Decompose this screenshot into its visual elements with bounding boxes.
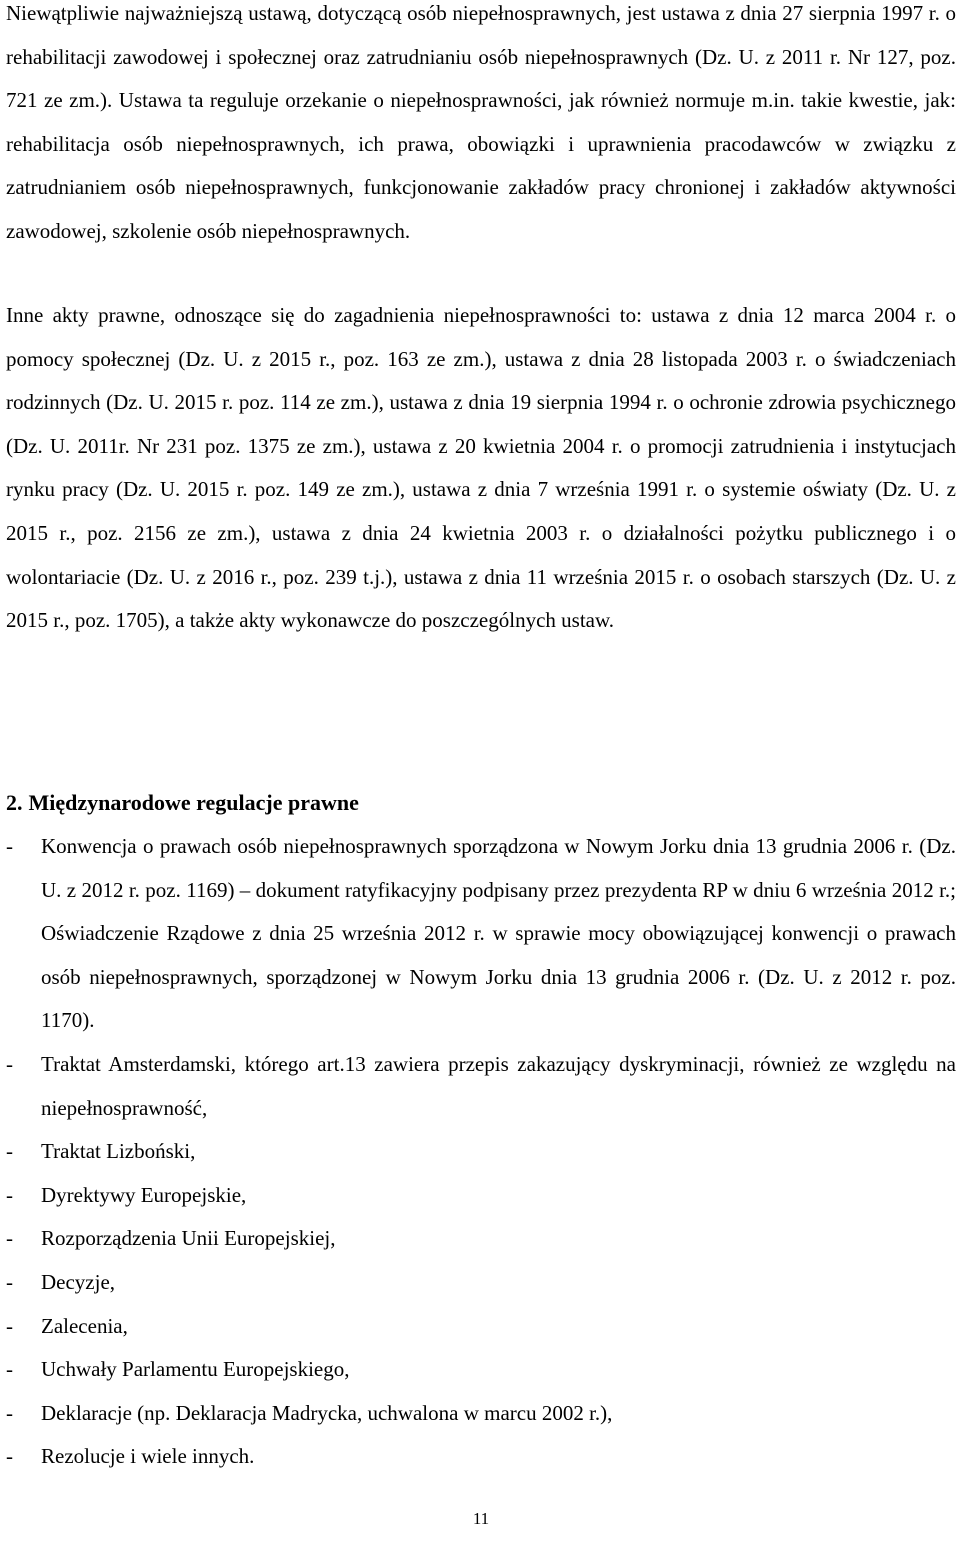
section-heading: [6, 781, 359, 825]
list-item: [6, 825, 956, 1043]
list-item-text: Deklaracje (np. Deklaracja Madrycka, uchwalona w marcu 2002 r.),: [41, 1400, 613, 1425]
list-item-text: Traktat Amsterdamski, którego art.13 zawiera przepis zakazujący dyskryminacji, również ze względu na niepełnosprawność,: [41, 1051, 956, 1120]
list-item-text: Decyzje,: [41, 1269, 116, 1294]
list-item-text: Dyrektywy Europejskie,: [41, 1182, 247, 1207]
list-item-text: Traktat Lizboński,: [41, 1139, 196, 1164]
list-marker: -: [6, 834, 13, 858]
international-regulations-list: [6, 825, 956, 1479]
document-page: [6, 0, 956, 1545]
list-item: [6, 1305, 956, 1349]
list-item: [6, 1435, 956, 1479]
list-marker: -: [6, 1182, 13, 1207]
list-item: [6, 1392, 956, 1436]
page-number: 11: [472, 1509, 490, 1528]
section-number: 2.: [6, 790, 23, 815]
list-item: [6, 1261, 956, 1305]
list-marker: -: [6, 1226, 13, 1251]
list-item: [6, 1217, 956, 1261]
list-item-text: Konwencja o prawach osób niepełnosprawnych sporządzona w Nowym Jorku dnia 13 grudnia 2006 r. (Dz. U. z 2012 r. poz. 1169) – dokument ratyfikacyjny podpisany przez prezydenta RP w dniu 6 września 2012 r.; Oświadczenie Rządowe z dnia 25 września 2012 r. w sprawie mocy obowiązującej konwencji o prawach osób niepełnosprawnych, sporządzonej w Nowym Jorku dnia 13 grudnia 2006 r. (Dz. U. z 2012 r. poz. 1170).: [41, 834, 956, 1033]
list-item: [6, 1348, 956, 1392]
list-item: [6, 1043, 956, 1130]
section-title: Międzynarodowe regulacje prawne: [28, 790, 359, 815]
list-marker: -: [6, 1357, 13, 1382]
list-item-text: Rezolucje i wiele innych.: [41, 1444, 255, 1469]
list-item-text: Rozporządzenia Unii Europejskiej,: [41, 1226, 336, 1251]
list-marker: -: [6, 1269, 13, 1294]
list-marker: -: [6, 1444, 13, 1469]
list-marker: -: [6, 1313, 13, 1338]
list-item: [6, 1130, 956, 1174]
list-marker: -: [6, 1139, 13, 1164]
paragraph-other-laws: Inne akty prawne, odnoszące się do zagadnienia niepełnosprawności to: ustawa z dnia 12 marca 2004 r. o pomocy społecznej (Dz. U. z 2015 r., poz. 163 ze zm.), ustawa z dnia 28 listopada 2003 r. o świadczeniach rodzinnych (Dz. U. 2015 r. poz. 114 ze zm.), ustawa z dnia 19 sierpnia 1994 r. o ochronie zdrowia psychicznego (Dz. U. 2011r. Nr 231 poz. 1375 ze zm.), ustawa z 20 kwietnia 2004 r. o promocji zatrudnienia i instytucjach rynku pracy (Dz. U. 2015 r. poz. 149 ze zm.), ustawa z dnia 7 września 1991 r. o systemie oświaty (Dz. U. z 2015 r., poz. 2156 ze zm.), ustawa z dnia 24 kwietnia 2003 r. o działalności pożytku publicznego i o wolontariacie (Dz. U. z 2016 r., poz. 239 t.j.), ustawa z dnia 11 września 2015 r. o osobach starszych (Dz. U. z 2015 r., poz. 1705), a także akty wykonawcze do poszczególnych ustaw.: [6, 303, 956, 633]
paragraph-main-law: Niewątpliwie najważniejszą ustawą, dotyczącą osób niepełnosprawnych, jest ustawa z dnia 27 sierpnia 1997 r. o rehabilitacji zawodowej i społecznej oraz zatrudnianiu osób niepełnosprawnych (Dz. U. z 2011 r. Nr 127, poz. 721 ze zm.). Ustawa ta reguluje orzekanie o niepełnosprawności, jak również normuje m.in. takie kwestie, jak: rehabilitacja osób niepełnosprawnych, ich prawa, obowiązki i uprawnienia pracodawców w związku z zatrudnianiem osób niepełnosprawnych, funkcjonowanie zakładów pracy chronionej i zakładów aktywności zawodowej, szkolenie osób niepełnosprawnych.: [6, 1, 956, 243]
list-item: [6, 1174, 956, 1218]
list-item-text: Uchwały Parlamentu Europejskiego,: [41, 1357, 350, 1382]
list-marker: -: [6, 1051, 13, 1076]
list-marker: -: [6, 1400, 13, 1425]
list-item-text: Zalecenia,: [41, 1313, 128, 1338]
